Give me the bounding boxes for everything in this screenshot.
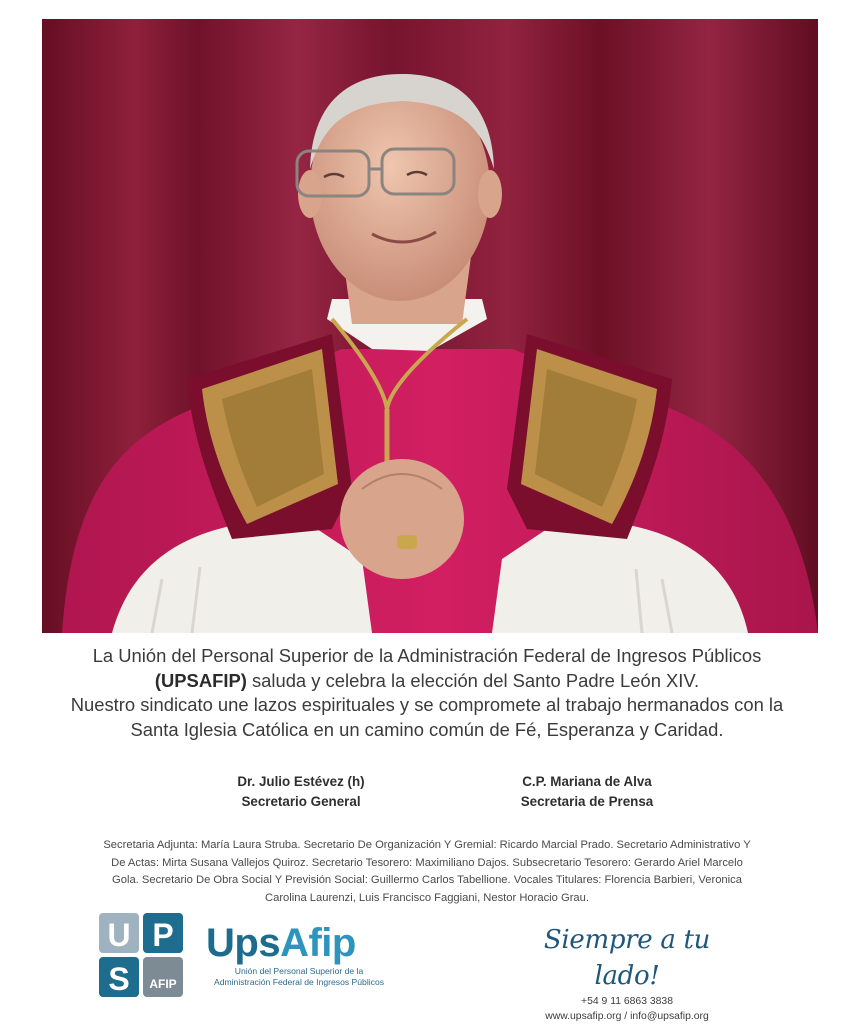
brand-subtitle: [206, 966, 392, 988]
contact-block: [512, 922, 742, 1024]
brand-subtitle-line: Administración Federal de Ingresos Públicos: [213, 977, 385, 987]
logo-tile-p: P: [152, 917, 174, 953]
brand-block: [206, 922, 392, 988]
signature-press-secretary: [487, 772, 687, 812]
signature-role: Secretario General: [241, 794, 361, 809]
staff-list: [40, 837, 814, 907]
signature-general-secretary: [196, 772, 406, 812]
brand-name-part2: Afip: [280, 921, 356, 965]
signature-role: Secretaria de Prensa: [520, 794, 654, 809]
staff-line: Gola. Secretario De Obra Social Y Previsión Social: Guillermo Carlos Tabellione. Vocales Titulares: Florencia Barbieri, Veronica: [112, 874, 742, 886]
message-line: Nuestro sindicato une lazos espirituales y se compromete al trabajo hermanados con la: [70, 694, 784, 715]
logo-tile-afip: AFIP: [149, 977, 177, 991]
brand-name: [206, 922, 392, 964]
staff-line: De Actas: Mirta Susana Vallejos Quiroz. Secretario Tesorero: Maximiliano Dajos. Subsecretario Tesorero: Gerardo Ariel Marcelo: [111, 856, 743, 869]
phone-number: +54 9 11 6863 3838: [581, 996, 673, 1007]
portrait-illustration: [42, 19, 818, 633]
signature-name: Dr. Julio Estévez (h): [237, 774, 365, 789]
org-acronym: (UPSAFIP): [154, 669, 247, 691]
message-line: Santa Iglesia Católica en un camino común de Fé, Esperanza y Caridad.: [130, 718, 724, 740]
logo-tile-u: U: [107, 917, 131, 953]
staff-line: Carolina Laurenzi, Luis Francisco Faggiani, Nestor Horacio Grau.: [265, 891, 589, 904]
staff-line: Secretaria Adjunta: María Laura Struba. Secretario De Organización Y Gremial: Ricardo Marcial Prado. Secretario Administrativo Y: [103, 839, 751, 851]
message-line: [20, 669, 834, 694]
logo-tile-s: S: [108, 961, 130, 997]
message-line: La Unión del Personal Superior de la Administración Federal de Ingresos Públicos: [92, 645, 762, 666]
upsafip-logo-icon: [99, 913, 185, 999]
slogan: Siempre a tu lado!: [543, 925, 711, 991]
congratulation-message: [20, 644, 834, 742]
signature-name: C.P. Mariana de Alva: [522, 774, 652, 789]
brand-name-part1: Ups: [206, 921, 281, 965]
web-email: www.upsafip.org / info@upsafip.org: [545, 1011, 709, 1022]
brand-subtitle-line: Unión del Personal Superior de la: [234, 966, 364, 976]
portrait-photo: [42, 19, 818, 633]
message-line-rest: saluda y celebra la elección del Santo Padre León XIV.: [246, 669, 700, 691]
